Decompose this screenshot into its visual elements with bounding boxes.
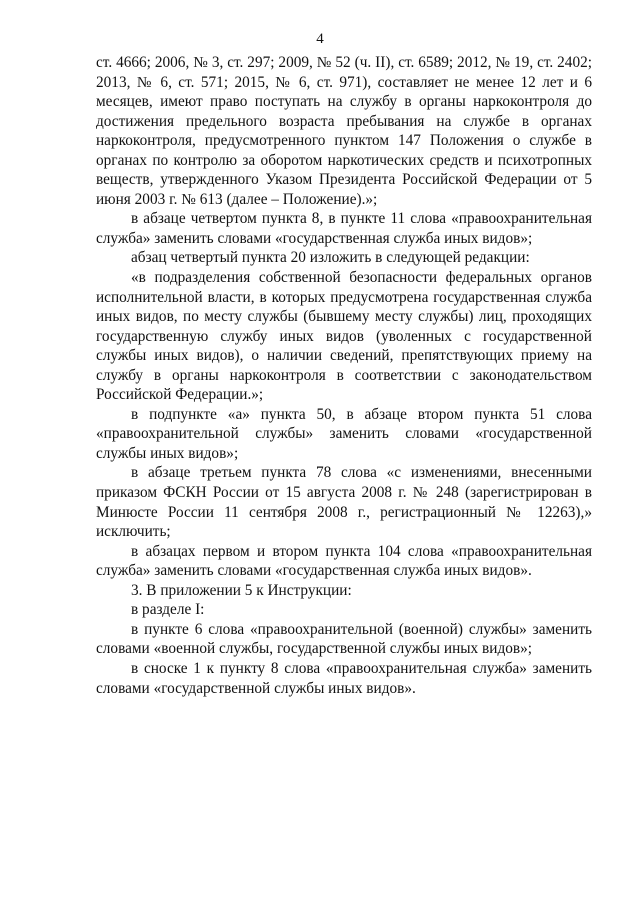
paragraph-item6-amendment: в пункте 6 слова «правоохранительной (военной) службы» заменить словами «военной службы, государственной службы иных видов»; [96,620,592,658]
paragraph-appendix5-heading: 3. В приложении 5 к Инструкции: [131,581,352,599]
paragraph-footnote1-amendment: в сноске 1 к пункту 8 слова «правоохранительная служба» заменить словами «государственной службы иных видов». [96,659,592,697]
paragraph-item8-amendment: в абзаце четвертом пункта 8, в пункте 11 слова «правоохранительная служба» заменить словами «государственная служба иных видов»; [96,210,592,247]
page-number: 4 [316,31,324,47]
paragraph-item50-51-amendment: в подпункте «а» пункта 50, в абзаце втором пункта 51 слова «правоохранительной службы» заменить словами «государственной службы иных видов»; [96,405,592,462]
paragraph-item20-new-text: «в подразделения собственной безопасности федеральных органов исполнительной власти, в которых предусмотрена государственная служба иных видов, по месту службы (бывшему месту службы) лиц, проходящих государственную службу иных видов (уволенных с государственной службы иных видов), о наличии сведений, препятствующих приему на службу в органы наркоконтроля в соответствии с законодательством Российской Федерации.»; [96,269,592,404]
paragraph-section1: в разделе I: [131,601,205,619]
paragraph-item104-amendment: в абзацах первом и втором пункта 104 слова «правоохранительная служба» заменить словами «государственная служба иных видов». [96,542,592,580]
paragraph-item20-intro: абзац четвертый пункта 20 изложить в следующей редакции: [131,249,530,267]
paragraph-continuation: ст. 4666; 2006, № 3, ст. 297; 2009, № 52 (ч. II), ст. 6589; 2012, № 19, ст. 2402; 2013, № 6, ст. 571; 2015, № 6, ст. 971), составляет не менее 12 лет и 6 месяцев, имеют право поступать на службу в органы наркоконтроля до достижения предельного возраста пребывания на службе в органах наркоконтроля, предусмотренного пунктом 147 Положения о службе в органах по контролю за оборотом наркотических средств и психотропных веществ, утвержденного Указом Президента Российской Федерации от 5 июня 2003 г. № 613 (далее – Положение).»; [96,54,592,208]
paragraph-item78-amendment: в абзаце третьем пункта 78 слова «с изменениями, внесенными приказом ФСКН России от 15 августа 2008 г. № 248 (зарегистрирован в Минюсте России 11 сентября 2008 г., регистрационный № 12263),» исключить; [96,464,592,541]
document-body [96,53,592,698]
